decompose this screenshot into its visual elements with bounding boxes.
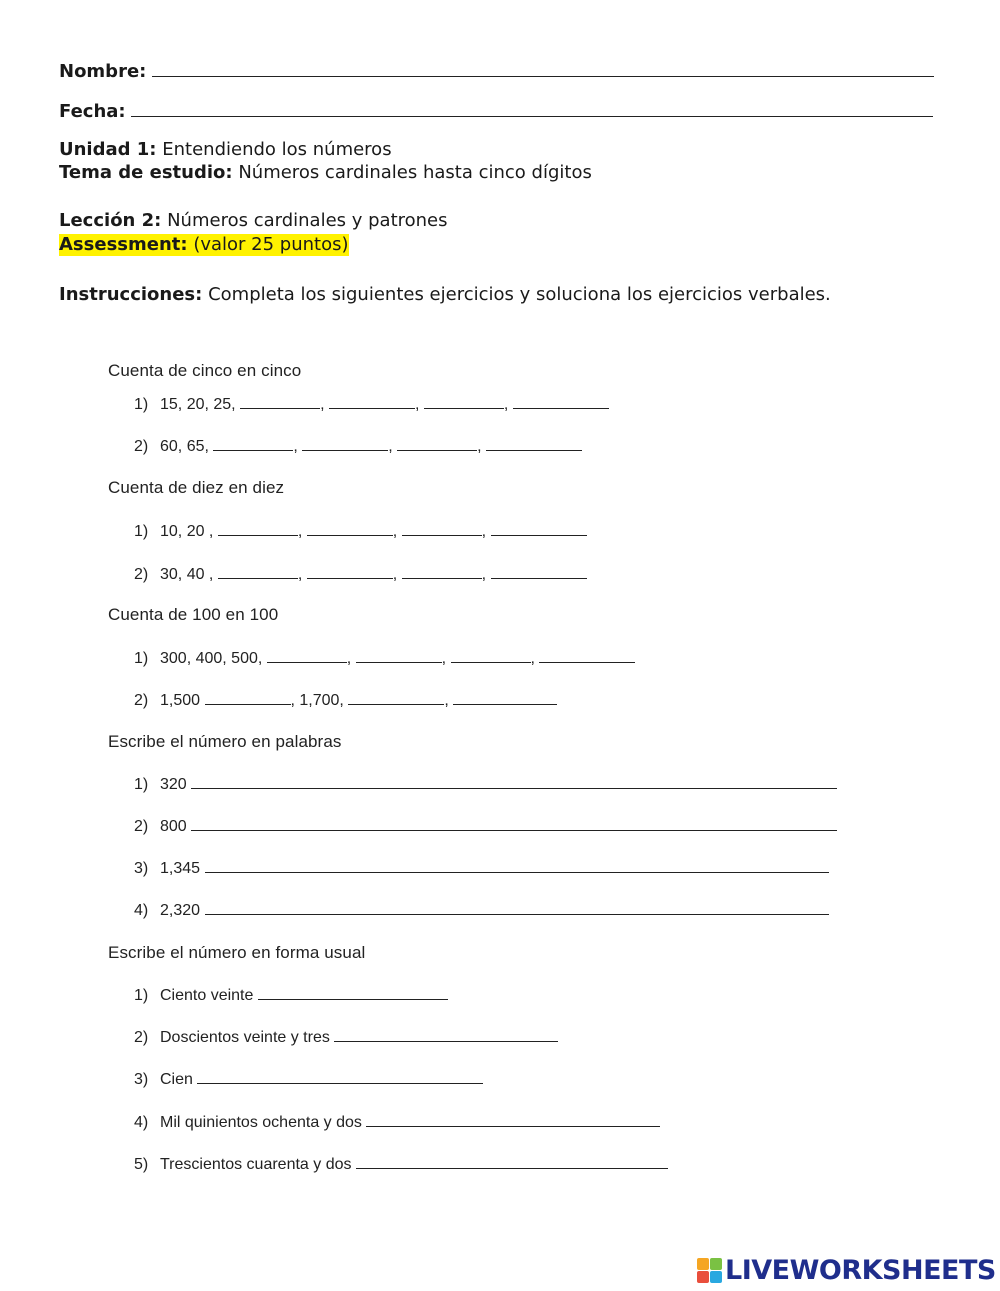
row-prefix: 10, 20 , (160, 523, 214, 540)
answer-blank[interactable] (348, 690, 444, 705)
answer-blank[interactable] (366, 1112, 660, 1127)
row-prefix: 2,320 (160, 902, 201, 919)
assessment-line (59, 234, 349, 256)
row-number: 1) (134, 396, 149, 413)
liveworksheets-icon (697, 1258, 722, 1283)
tema-line (59, 162, 592, 184)
exercise-row: 2) 1,500 , 1,700, , (134, 690, 557, 710)
unidad-line (59, 139, 392, 161)
exercise-row: 2) 30, 40 , , , , (134, 564, 587, 584)
row-prefix: 60, 65, (160, 438, 209, 455)
answer-blank[interactable] (329, 394, 415, 409)
row-number: 2) (134, 692, 149, 709)
exercise-row (134, 816, 837, 836)
answer-blank[interactable] (240, 394, 320, 409)
exercise-row (134, 985, 448, 1005)
answer-blank[interactable] (397, 436, 477, 451)
tema-label: Tema de estudio: (59, 162, 233, 183)
section-title-usual: Escribe el número en forma usual (108, 943, 366, 962)
answer-blank[interactable] (191, 816, 837, 831)
row-prefix: Doscientos veinte y tres (160, 1029, 330, 1046)
answer-blank[interactable] (205, 690, 291, 705)
instrucciones-line (59, 284, 831, 306)
exercise-row: 1) 300, 400, 500, , , , (134, 648, 635, 668)
row-prefix: 300, 400, 500, (160, 650, 263, 667)
fecha-label: Fecha: (59, 101, 126, 122)
answer-blank[interactable] (356, 648, 442, 663)
answer-blank[interactable] (334, 1027, 558, 1042)
answer-blank[interactable] (213, 436, 293, 451)
answer-blank[interactable] (218, 564, 298, 579)
answer-blank[interactable] (491, 564, 587, 579)
answer-blank[interactable] (218, 521, 298, 536)
liveworksheets-logo (697, 1255, 996, 1285)
answer-blank[interactable] (453, 690, 557, 705)
answer-blank[interactable] (491, 521, 587, 536)
exercise-row (134, 900, 829, 920)
answer-blank[interactable] (258, 985, 448, 1000)
nombre-label: Nombre: (59, 61, 147, 82)
row-number: 4) (134, 1114, 149, 1131)
answer-blank[interactable] (302, 436, 388, 451)
exercise-row: 1) 10, 20 , , , , (134, 521, 587, 541)
row-number: 1) (134, 776, 149, 793)
unidad-label: Unidad 1: (59, 139, 157, 160)
exercise-row: 1) 15, 20, 25, , , , (134, 394, 609, 414)
row-number: 2) (134, 566, 149, 583)
nombre-field[interactable] (152, 76, 934, 77)
exercise-row: 2) 60, 65, , , , (134, 436, 582, 456)
answer-blank[interactable] (205, 858, 829, 873)
row-number: 3) (134, 1071, 149, 1088)
row-number: 1) (134, 650, 149, 667)
row-prefix: Ciento veinte (160, 987, 254, 1004)
answer-blank[interactable] (424, 394, 504, 409)
tema-value: Números cardinales hasta cinco dígitos (238, 162, 592, 183)
assessment-label: Assessment: (59, 234, 188, 255)
leccion-line (59, 210, 448, 232)
section-title-cinco: Cuenta de cinco en cinco (108, 361, 302, 380)
answer-blank[interactable] (197, 1069, 483, 1084)
row-number: 4) (134, 902, 149, 919)
section-title-diez: Cuenta de diez en diez (108, 478, 285, 497)
exercise-row (134, 858, 829, 878)
answer-blank[interactable] (307, 564, 393, 579)
exercise-row (134, 1154, 668, 1174)
row-prefix: Mil quinientos ochenta y dos (160, 1114, 362, 1131)
nombre-row (59, 61, 934, 83)
exercise-row (134, 1112, 660, 1132)
row-prefix: Cien (160, 1071, 193, 1088)
row-prefix: 800 (160, 818, 187, 835)
answer-blank[interactable] (267, 648, 347, 663)
answer-blank[interactable] (402, 564, 482, 579)
exercise-row (134, 774, 837, 794)
instrucciones-label: Instrucciones: (59, 284, 203, 305)
row-number: 2) (134, 1029, 149, 1046)
answer-blank[interactable] (205, 900, 829, 915)
row-prefix: 320 (160, 776, 187, 793)
row-number: 1) (134, 523, 149, 540)
answer-blank[interactable] (402, 521, 482, 536)
leccion-label: Lección 2: (59, 210, 162, 231)
section-title-palabras: Escribe el número en palabras (108, 732, 342, 751)
fecha-row (59, 101, 933, 123)
answer-blank[interactable] (539, 648, 635, 663)
answer-blank[interactable] (307, 521, 393, 536)
fecha-field[interactable] (131, 116, 933, 117)
row-number: 3) (134, 860, 149, 877)
row-prefix: 1,345 (160, 860, 201, 877)
assessment-value: (valor 25 puntos) (193, 234, 349, 255)
row-prefix: 30, 40 , (160, 566, 214, 583)
unidad-value: Entendiendo los números (162, 139, 392, 160)
leccion-value: Números cardinales y patrones (167, 210, 448, 231)
logo-text: LIVEWORKSHEETS (725, 1254, 996, 1286)
answer-blank[interactable] (356, 1154, 668, 1169)
row-middle: , 1,700, (290, 692, 344, 709)
answer-blank[interactable] (486, 436, 582, 451)
row-prefix: 15, 20, 25, (160, 396, 236, 413)
row-prefix: 1,500 (160, 692, 201, 709)
exercise-row (134, 1027, 558, 1047)
row-prefix: Trescientos cuarenta y dos (160, 1156, 352, 1173)
row-number: 2) (134, 818, 149, 835)
row-number: 2) (134, 438, 149, 455)
row-number: 1) (134, 987, 149, 1004)
instrucciones-value: Completa los siguientes ejercicios y soluciona los ejercicios verbales. (208, 284, 831, 305)
exercise-row (134, 1069, 483, 1089)
answer-blank[interactable] (451, 648, 531, 663)
answer-blank[interactable] (513, 394, 609, 409)
row-number: 5) (134, 1156, 149, 1173)
section-title-cien: Cuenta de 100 en 100 (108, 605, 279, 624)
answer-blank[interactable] (191, 774, 837, 789)
